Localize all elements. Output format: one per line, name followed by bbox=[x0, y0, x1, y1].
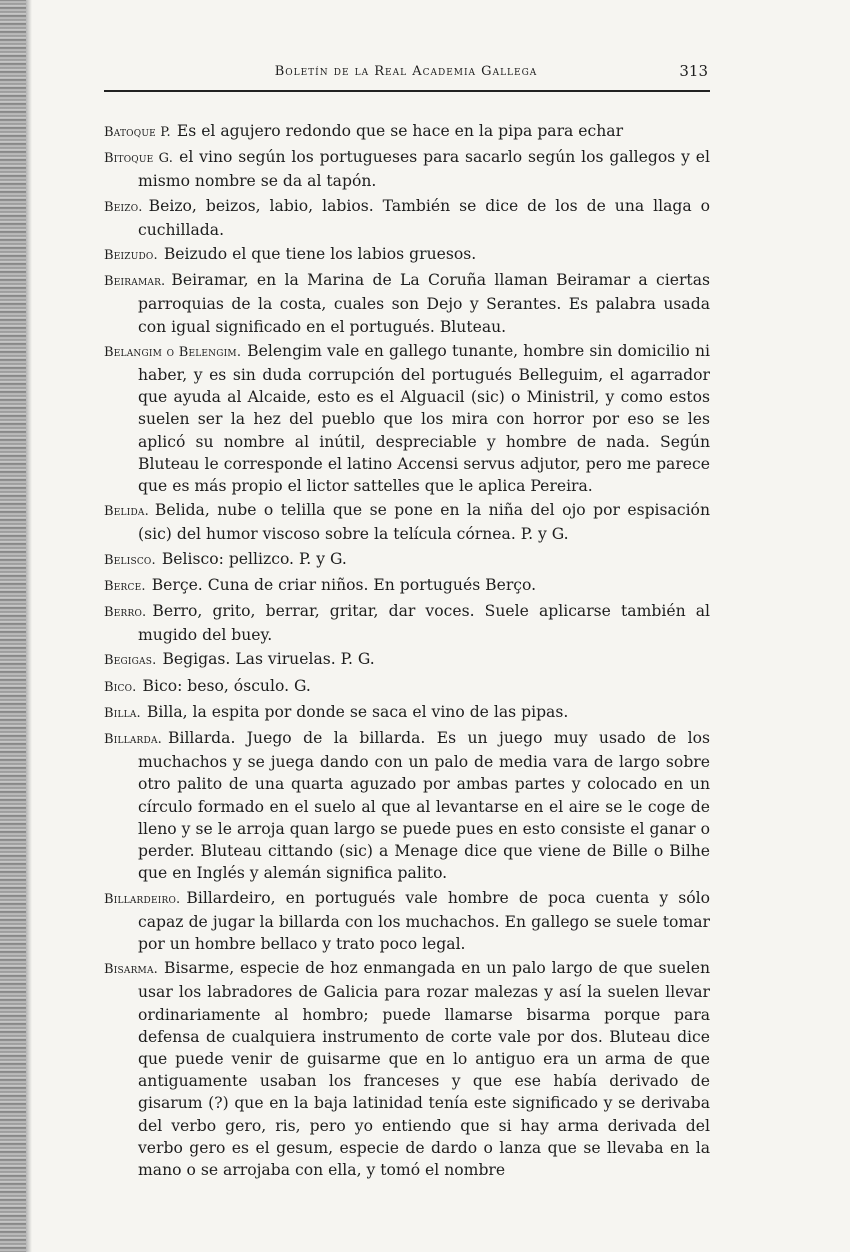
entry-text: Billa, la espita por donde se saca el vino de las pipas. bbox=[146, 702, 569, 721]
entry-text: Billarda. Juego de la billarda. Es un juego muy usado de los muchachos y se juega dando con un palo de media vara de largo sobre otro palito de una quarta aguzado por ambas partes y colocado en un círculo formado en el suelo al que al levantarse en el aire se le coge de lleno y se le arroja quan largo se puede pues en esto consiste el ganar o perder. Bluteau cittando (sic) a Menage dice que viene de Bille o Bilhe que en Inglés y alemán significa palito. bbox=[138, 729, 710, 883]
entry-headword: Beiramar. bbox=[104, 274, 166, 290]
dictionary-entry bbox=[104, 675, 710, 699]
book-spine-shadow bbox=[0, 0, 26, 1252]
page-header bbox=[104, 60, 708, 90]
entry-headword: Berro. bbox=[104, 605, 147, 621]
entry-text: Billardeiro, en portugués vale hombre de poca cuenta y sólo capaz de jugar la billarda con los muchachos. En gallego se suele tomar por un hombre bellaco y trato poco legal. bbox=[138, 888, 710, 953]
dictionary-entry bbox=[104, 499, 710, 545]
entry-headword: Bisarma. bbox=[104, 962, 158, 978]
entry-headword: Belisco. bbox=[104, 552, 156, 568]
entry-text: Beizudo el que tiene los labios gruesos. bbox=[163, 245, 477, 264]
dictionary-entry bbox=[104, 146, 710, 192]
entry-text: Beiramar, en la Marina de La Coruña llaman Beiramar a ciertas parroquias de la costa, cuales son Dejo y Serantes. Es palabra usada con igual significado en el portugués. Bluteau. bbox=[138, 271, 710, 336]
entry-headword: Beizudo. bbox=[104, 248, 158, 264]
entry-text: Belisco: pellizco. P. y G. bbox=[161, 549, 347, 568]
dictionary-entry bbox=[104, 600, 710, 646]
dictionary-entry bbox=[104, 120, 710, 144]
dictionary-entry bbox=[104, 701, 710, 725]
entry-text: Bisarme, especie de hoz enmangada en un palo largo de que suelen usar los labradores de Galicia para rozar malezas y así la suelen llevar ordinariamente al hombro; puede llamarse bisarma porque para defensa de cualquiera instrumento de corte vale por dos. Bluteau dice que puede venir de guisarme que en lo antiguo era un arma de que antiguamente usaban los franceses y que ese había derivado de gisarum (?) que en la baja latinidad tenía este significado y se derivaba del verbo gero, ris, pero yo entiendo que si hay arma derivada del verbo gero es el gesum, especie de dardo o lanza que se llevaba en la mano o se arrojaba con ella, y tomó el nombre bbox=[138, 959, 710, 1179]
dictionary-entry bbox=[104, 548, 710, 572]
entry-headword: Billardeiro. bbox=[104, 891, 181, 907]
dictionary-entry bbox=[104, 269, 710, 338]
entry-text: Belengim vale en gallego tunante, hombre sin domicilio ni haber, y es sin duda corrupción del portugués Belleguim, el agarrador que ayuda al Alcaide, esto es el Alguacil (sic) o Ministril, y como estos suelen ser la hez del pueblo que los mira con horror por eso se les aplicó su nombre al inútil, despreciable y hombre de nada. Según Bluteau le corresponde el latino Accensi servus adjutor, pero me parece que es más propio el lictor sattelles que le aplica Pereira. bbox=[138, 341, 711, 496]
entry-headword: Bitoque G. bbox=[104, 151, 174, 167]
entry-headword: Berce. bbox=[104, 578, 146, 594]
entry-text: Bico: beso, ósculo. G. bbox=[142, 676, 311, 695]
entry-headword: Billarda. bbox=[104, 732, 162, 748]
entry-text: el vino según los portugueses para sacarlo según los gallegos y el mismo nombre se da al tapón. bbox=[138, 148, 710, 191]
entry-text: Berçe. Cuna de criar niños. En portugués Berço. bbox=[151, 575, 537, 594]
entry-text: Es el agujero redondo que se hace en la pipa para echar bbox=[176, 122, 624, 140]
entry-headword: Beizo. bbox=[104, 199, 143, 215]
entry-text: Belida, nube o telilla que se pone en la niña del ojo por espisación (sic) del humor viscoso sobre la telícula córnea. P. y G. bbox=[138, 501, 710, 544]
entry-headword: Belida. bbox=[104, 504, 149, 520]
entry-text: Begigas. Las viruelas. P. G. bbox=[162, 650, 375, 669]
dictionary-entry bbox=[104, 727, 710, 884]
entry-headword: Bico. bbox=[104, 679, 137, 695]
entry-text: Berro, grito, berrar, gritar, dar voces. Suele aplicarse también al mugido del buey. bbox=[138, 602, 710, 645]
page-number: 313 bbox=[679, 62, 708, 80]
dictionary-entry bbox=[104, 957, 710, 1181]
gutter-edge bbox=[26, 0, 32, 1252]
entry-headword: Batoque P. bbox=[104, 125, 171, 140]
dictionary-entry bbox=[104, 648, 710, 672]
entry-headword: Billa. bbox=[104, 705, 141, 721]
entry-headword: Belangim o Belengim. bbox=[104, 344, 242, 360]
running-title: Boletín de la Real Academia Gallega bbox=[274, 64, 538, 79]
entry-headword: Begigas. bbox=[104, 653, 157, 669]
dictionary-entries bbox=[104, 120, 710, 1183]
dictionary-entry bbox=[104, 574, 710, 598]
dictionary-entry bbox=[104, 243, 710, 267]
header-rule bbox=[104, 90, 710, 92]
entry-text: Beizo, beizos, labio, labios. También se dice de los de una llaga o cuchillada. bbox=[138, 196, 710, 239]
dictionary-entry bbox=[104, 340, 710, 497]
dictionary-entry bbox=[104, 195, 710, 241]
dictionary-entry bbox=[104, 887, 710, 956]
